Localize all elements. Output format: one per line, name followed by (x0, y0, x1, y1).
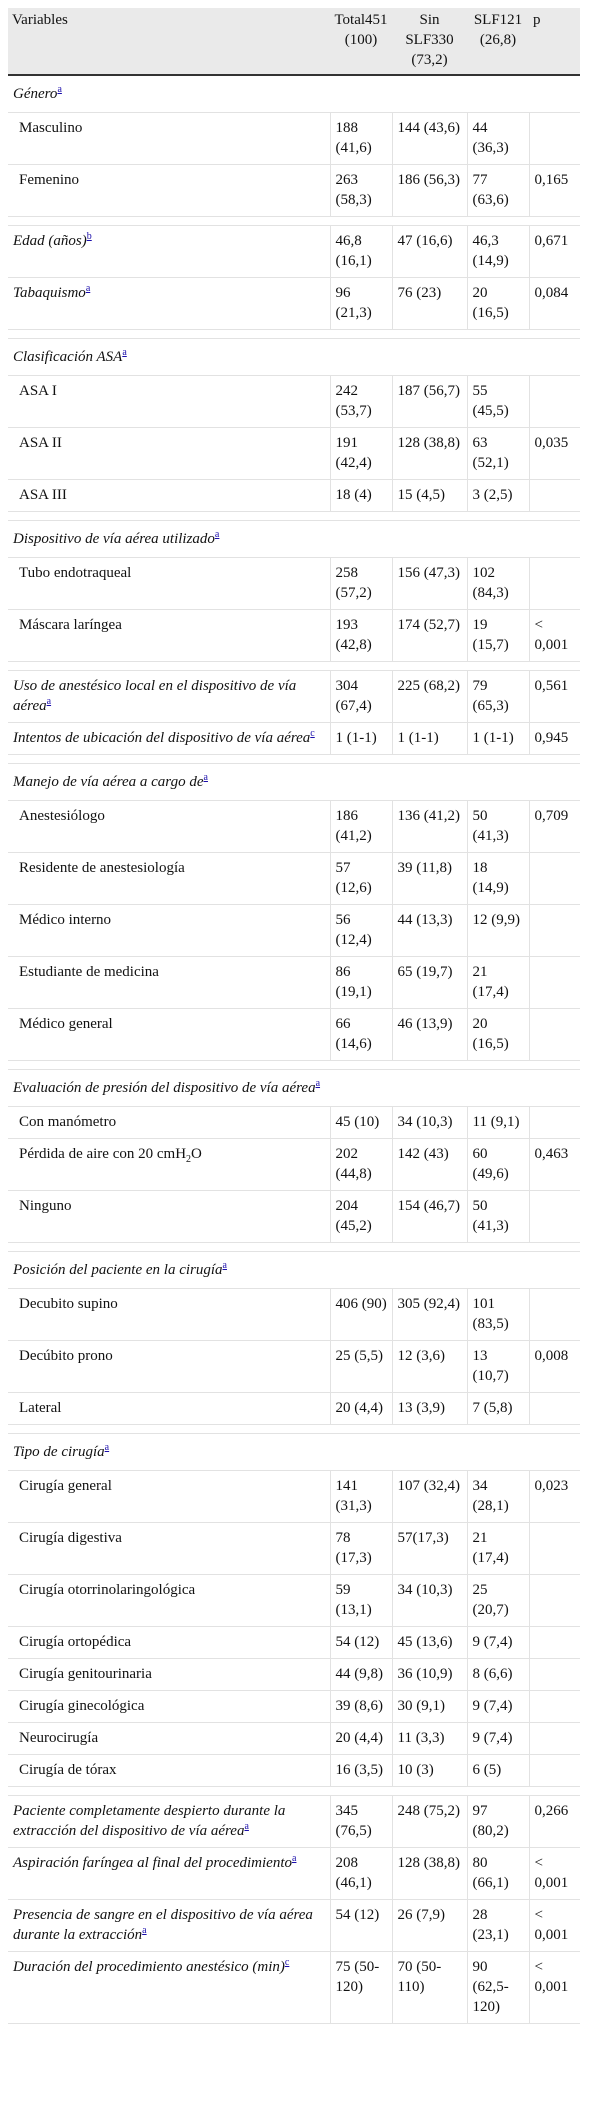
variables-table (8, 8, 580, 2024)
footnote-link[interactable]: a (315, 1078, 321, 1089)
row-label: Máscara laríngea (8, 610, 330, 662)
row-label: Cirugía ginecológica (8, 1691, 330, 1723)
cell-total: 56 (12,4) (330, 905, 392, 957)
cell-total: 208 (46,1) (330, 1848, 392, 1900)
cell-slf: 60 (49,6) (467, 1139, 529, 1191)
cell-slf: 97 (80,2) (467, 1796, 529, 1848)
cell-sin-slf: 30 (9,1) (392, 1691, 467, 1723)
cell-p-value (529, 1691, 580, 1723)
table-row (8, 1575, 580, 1627)
cell-slf: 11 (9,1) (467, 1107, 529, 1139)
table-row (8, 278, 580, 330)
cell-p-value (529, 1009, 580, 1061)
cell-sin-slf: 65 (19,7) (392, 957, 467, 1009)
cell-p-value: 0,709 (529, 801, 580, 853)
cell-p-value: 0,165 (529, 165, 580, 217)
row-label: Con manómetro (8, 1107, 330, 1139)
cell-slf: 9 (7,4) (467, 1691, 529, 1723)
table-row (8, 1755, 580, 1787)
cell-slf: 8 (6,6) (467, 1659, 529, 1691)
cell-sin-slf: 128 (38,8) (392, 428, 467, 480)
footnote-link[interactable]: a (57, 84, 62, 95)
cell-slf: 28 (23,1) (467, 1900, 529, 1952)
footnote-link[interactable]: c (310, 728, 315, 739)
section-header-row (8, 1070, 580, 1107)
table-row (8, 610, 580, 662)
cell-p-value (529, 1575, 580, 1627)
table-row (8, 1139, 580, 1191)
cell-sin-slf: 142 (43) (392, 1139, 467, 1191)
cell-slf: 9 (7,4) (467, 1723, 529, 1755)
row-label: Cirugía genitourinaria (8, 1659, 330, 1691)
table-row (8, 905, 580, 957)
table-row (8, 853, 580, 905)
header-total: Total451 (100) (330, 8, 392, 75)
cell-p-value (529, 1627, 580, 1659)
table-row (8, 1723, 580, 1755)
row-label: Intentos de ubicación del dispositivo de vía aérea$^c$ (8, 723, 330, 755)
cell-sin-slf: 46 (13,9) (392, 1009, 467, 1061)
row-label: Pérdida de aire con 20 cmH$_2$O (8, 1139, 330, 1191)
cell-total: 57 (12,6) (330, 853, 392, 905)
row-label: ASA II (8, 428, 330, 480)
table-row (8, 428, 580, 480)
cell-total: 39 (8,6) (330, 1691, 392, 1723)
footnote-link[interactable]: c (284, 1957, 290, 1968)
footnote-link[interactable]: a (244, 1821, 249, 1832)
cell-slf: 20 (16,5) (467, 1009, 529, 1061)
spacer-row (8, 1061, 580, 1070)
cell-total: 258 (57,2) (330, 558, 392, 610)
cell-slf: 18 (14,9) (467, 853, 529, 905)
cell-p-value (529, 558, 580, 610)
cell-total: 20 (4,4) (330, 1723, 392, 1755)
section-header-row (8, 764, 580, 801)
cell-slf: 7 (5,8) (467, 1393, 529, 1425)
spacer-row (8, 755, 580, 764)
cell-sin-slf: 10 (3) (392, 1755, 467, 1787)
section-header-row (8, 521, 580, 558)
table-row (8, 226, 580, 278)
cell-sin-slf: 225 (68,2) (392, 671, 467, 723)
cell-total: 242 (53,7) (330, 376, 392, 428)
row-label: Médico interno (8, 905, 330, 957)
cell-p-value (529, 1755, 580, 1787)
section-title: Género$^a$ (8, 75, 580, 113)
section-title: Posición del paciente en la cirugía$^a$ (8, 1252, 580, 1289)
row-label: Decubito supino (8, 1289, 330, 1341)
table-row (8, 1289, 580, 1341)
row-label: Presencia de sangre en el dispositivo de vía aérea durante la extracción$^a$ (8, 1900, 330, 1952)
table-container (8, 8, 580, 2024)
table-row (8, 957, 580, 1009)
table-row (8, 1523, 580, 1575)
table-row (8, 376, 580, 428)
table-row (8, 480, 580, 512)
cell-sin-slf: 174 (52,7) (392, 610, 467, 662)
cell-p-value (529, 1289, 580, 1341)
cell-sin-slf: 15 (4,5) (392, 480, 467, 512)
cell-slf: 12 (9,9) (467, 905, 529, 957)
cell-p-value (529, 957, 580, 1009)
cell-slf: 101 (83,5) (467, 1289, 529, 1341)
footnote-link[interactable]: a (142, 1925, 147, 1936)
cell-p-value (529, 1523, 580, 1575)
cell-p-value (529, 1659, 580, 1691)
cell-slf: 13 (10,7) (467, 1341, 529, 1393)
footnote-link[interactable]: a (122, 347, 127, 358)
cell-p-value: 0,008 (529, 1341, 580, 1393)
cell-total: 1 (1-1) (330, 723, 392, 755)
cell-sin-slf: 12 (3,6) (392, 1341, 467, 1393)
cell-slf: 50 (41,3) (467, 801, 529, 853)
cell-total: 54 (12) (330, 1627, 392, 1659)
cell-total: 304 (67,4) (330, 671, 392, 723)
row-label: Neurocirugía (8, 1723, 330, 1755)
section-header-row (8, 1434, 580, 1471)
cell-slf: 9 (7,4) (467, 1627, 529, 1659)
table-row (8, 1900, 580, 1952)
cell-total: 141 (31,3) (330, 1471, 392, 1523)
cell-total: 44 (9,8) (330, 1659, 392, 1691)
table-body (8, 75, 580, 2024)
cell-sin-slf: 136 (41,2) (392, 801, 467, 853)
cell-slf: 90 (62,5-120) (467, 1952, 529, 2024)
footnote-link[interactable]: a (203, 772, 208, 783)
cell-p-value: 0,084 (529, 278, 580, 330)
cell-sin-slf: 13 (3,9) (392, 1393, 467, 1425)
cell-total: 78 (17,3) (330, 1523, 392, 1575)
section-title: Dispositivo de vía aérea utilizado$^a$ (8, 521, 580, 558)
cell-p-value: 0,023 (529, 1471, 580, 1523)
cell-slf: 63 (52,1) (467, 428, 529, 480)
cell-slf: 80 (66,1) (467, 1848, 529, 1900)
row-label: Tubo endotraqueal (8, 558, 330, 610)
spacer-row (8, 217, 580, 226)
cell-sin-slf: 45 (13,6) (392, 1627, 467, 1659)
row-label: Masculino (8, 113, 330, 165)
row-label: Ninguno (8, 1191, 330, 1243)
row-label: Edad (años)$^b$ (8, 226, 330, 278)
cell-p-value: 0,671 (529, 226, 580, 278)
cell-sin-slf: 34 (10,3) (392, 1107, 467, 1139)
row-label: Femenino (8, 165, 330, 217)
row-label: Cirugía otorrinolaringológica (8, 1575, 330, 1627)
cell-slf: 19 (15,7) (467, 610, 529, 662)
row-label: Duración del procedimiento anestésico (min)$^c$ (8, 1952, 330, 2024)
cell-total: 16 (3,5) (330, 1755, 392, 1787)
cell-p-value (529, 1191, 580, 1243)
section-title: Evaluación de presión del dispositivo de vía aérea$^a$ (8, 1070, 580, 1107)
table-row (8, 1659, 580, 1691)
cell-total: 193 (42,8) (330, 610, 392, 662)
cell-slf: 102 (84,3) (467, 558, 529, 610)
header-p: p (529, 8, 580, 75)
cell-sin-slf: 128 (38,8) (392, 1848, 467, 1900)
section-title: Tipo de cirugía$^a$ (8, 1434, 580, 1471)
table-row (8, 558, 580, 610)
cell-sin-slf: 11 (3,3) (392, 1723, 467, 1755)
footnote-link[interactable]: a (292, 1853, 297, 1864)
cell-slf: 21 (17,4) (467, 1523, 529, 1575)
cell-p-value: < 0,001 (529, 610, 580, 662)
row-label: Cirugía general (8, 1471, 330, 1523)
table-row (8, 1107, 580, 1139)
spacer-row (8, 1787, 580, 1796)
cell-slf: 77 (63,6) (467, 165, 529, 217)
spacer-row (8, 662, 580, 671)
cell-slf: 50 (41,3) (467, 1191, 529, 1243)
cell-total: 45 (10) (330, 1107, 392, 1139)
row-label: Médico general (8, 1009, 330, 1061)
cell-slf: 34 (28,1) (467, 1471, 529, 1523)
cell-sin-slf: 187 (56,7) (392, 376, 467, 428)
cell-slf: 6 (5) (467, 1755, 529, 1787)
cell-sin-slf: 39 (11,8) (392, 853, 467, 905)
cell-slf: 21 (17,4) (467, 957, 529, 1009)
cell-sin-slf: 248 (75,2) (392, 1796, 467, 1848)
row-label: Cirugía ortopédica (8, 1627, 330, 1659)
table-row (8, 723, 580, 755)
cell-total: 18 (4) (330, 480, 392, 512)
cell-slf: 1 (1-1) (467, 723, 529, 755)
cell-total: 204 (45,2) (330, 1191, 392, 1243)
footnote-link[interactable]: a (46, 696, 52, 707)
cell-total: 86 (19,1) (330, 957, 392, 1009)
cell-p-value (529, 905, 580, 957)
cell-p-value: < 0,001 (529, 1848, 580, 1900)
row-label: Lateral (8, 1393, 330, 1425)
cell-slf: 25 (20,7) (467, 1575, 529, 1627)
cell-total: 20 (4,4) (330, 1393, 392, 1425)
row-label: Tabaquismo$^a$ (8, 278, 330, 330)
row-label: ASA III (8, 480, 330, 512)
row-label: Anestesiólogo (8, 801, 330, 853)
cell-p-value (529, 1723, 580, 1755)
cell-total: 59 (13,1) (330, 1575, 392, 1627)
cell-p-value: < 0,001 (529, 1952, 580, 2024)
footnote-link[interactable]: a (214, 529, 220, 540)
cell-p-value: < 0,001 (529, 1900, 580, 1952)
cell-total: 186 (41,2) (330, 801, 392, 853)
table-row (8, 801, 580, 853)
cell-sin-slf: 154 (46,7) (392, 1191, 467, 1243)
footnote-link[interactable]: a (104, 1442, 110, 1453)
cell-total: 66 (14,6) (330, 1009, 392, 1061)
table-row (8, 1393, 580, 1425)
cell-p-value (529, 1107, 580, 1139)
row-label: Decúbito prono (8, 1341, 330, 1393)
cell-total: 345 (76,5) (330, 1796, 392, 1848)
table-row (8, 1627, 580, 1659)
cell-sin-slf: 144 (43,6) (392, 113, 467, 165)
cell-p-value: 0,035 (529, 428, 580, 480)
cell-p-value (529, 113, 580, 165)
spacer-row (8, 1243, 580, 1252)
row-label: Uso de anestésico local en el dispositivo de vía aérea$^a$ (8, 671, 330, 723)
cell-p-value: 0,266 (529, 1796, 580, 1848)
row-label: ASA I (8, 376, 330, 428)
cell-slf: 20 (16,5) (467, 278, 529, 330)
row-label: Cirugía digestiva (8, 1523, 330, 1575)
cell-sin-slf: 107 (32,4) (392, 1471, 467, 1523)
table-row (8, 1796, 580, 1848)
table-row (8, 165, 580, 217)
spacer-row (8, 512, 580, 521)
table-row (8, 671, 580, 723)
cell-p-value (529, 480, 580, 512)
footnote-link[interactable]: b (86, 231, 92, 242)
table-row (8, 1191, 580, 1243)
cell-slf: 55 (45,5) (467, 376, 529, 428)
cell-sin-slf: 47 (16,6) (392, 226, 467, 278)
cell-sin-slf: 186 (56,3) (392, 165, 467, 217)
cell-p-value (529, 376, 580, 428)
cell-sin-slf: 34 (10,3) (392, 1575, 467, 1627)
header-sin-slf: Sin SLF330 (73,2) (392, 8, 467, 75)
cell-total: 54 (12) (330, 1900, 392, 1952)
cell-total: 25 (5,5) (330, 1341, 392, 1393)
cell-total: 188 (41,6) (330, 113, 392, 165)
table-row (8, 113, 580, 165)
cell-slf: 46,3 (14,9) (467, 226, 529, 278)
cell-sin-slf: 76 (23) (392, 278, 467, 330)
section-title: Clasificación ASA$^a$ (8, 339, 580, 376)
cell-slf: 79 (65,3) (467, 671, 529, 723)
footnote-link[interactable]: a (85, 283, 91, 294)
row-label: Aspiración faríngea al final del procedimiento$^a$ (8, 1848, 330, 1900)
cell-total: 406 (90) (330, 1289, 392, 1341)
row-label: Estudiante de medicina (8, 957, 330, 1009)
cell-total: 263 (58,3) (330, 165, 392, 217)
cell-p-value: 0,463 (529, 1139, 580, 1191)
table-row (8, 1691, 580, 1723)
table-row (8, 1848, 580, 1900)
cell-p-value: 0,561 (529, 671, 580, 723)
table-header (8, 8, 580, 75)
cell-total: 191 (42,4) (330, 428, 392, 480)
spacer-row (8, 330, 580, 339)
cell-sin-slf: 57(17,3) (392, 1523, 467, 1575)
cell-p-value (529, 1393, 580, 1425)
cell-total: 202 (44,8) (330, 1139, 392, 1191)
cell-sin-slf: 70 (50-110) (392, 1952, 467, 2024)
section-title: Manejo de vía aérea a cargo de$^a$ (8, 764, 580, 801)
row-label: Residente de anestesiología (8, 853, 330, 905)
section-header-row (8, 1252, 580, 1289)
header-slf: SLF121 (26,8) (467, 8, 529, 75)
table-row (8, 1341, 580, 1393)
cell-sin-slf: 44 (13,3) (392, 905, 467, 957)
cell-p-value (529, 853, 580, 905)
table-row (8, 1952, 580, 2024)
cell-p-value: 0,945 (529, 723, 580, 755)
cell-total: 75 (50-120) (330, 1952, 392, 2024)
cell-sin-slf: 305 (92,4) (392, 1289, 467, 1341)
cell-slf: 3 (2,5) (467, 480, 529, 512)
cell-sin-slf: 156 (47,3) (392, 558, 467, 610)
table-row (8, 1471, 580, 1523)
cell-sin-slf: 1 (1-1) (392, 723, 467, 755)
row-label: Paciente completamente despierto durante la extracción del dispositivo de vía aérea$^a$ (8, 1796, 330, 1848)
section-header-row (8, 75, 580, 113)
header-variables: Variables (8, 8, 330, 75)
cell-total: 46,8 (16,1) (330, 226, 392, 278)
footnote-link[interactable]: a (222, 1260, 227, 1271)
row-label: Cirugía de tórax (8, 1755, 330, 1787)
cell-slf: 44 (36,3) (467, 113, 529, 165)
spacer-row (8, 1425, 580, 1434)
cell-sin-slf: 36 (10,9) (392, 1659, 467, 1691)
section-header-row (8, 339, 580, 376)
cell-total: 96 (21,3) (330, 278, 392, 330)
table-row (8, 1009, 580, 1061)
cell-sin-slf: 26 (7,9) (392, 1900, 467, 1952)
